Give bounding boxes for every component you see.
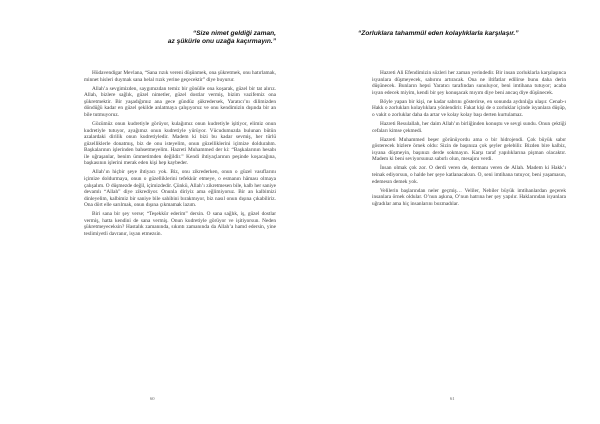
paragraph: Hüdavendigar Mevlana, “Sana rızık vereni düşünmek, ona şükretmek, onu hatırlamak, minnet hisleri duymak sana helal rızık yerine geçecektir” diye buyurur. <box>84 70 276 83</box>
right-page-heading: “Zorluklara tahammül eden kolaylıklarla karşılaşır.” <box>358 30 519 37</box>
right-page-body <box>372 70 566 210</box>
paragraph: İnsan olmak çok zor. O derdi veren de, dermanı veren de Allah. Madem ki Hakk’ı teinak ediyorsun, o halde her şeye katlanacaksın. O, seni imtihana tutuyor, beni yaşamasın, edemesın demek yok. <box>372 165 566 185</box>
paragraph: Velilerin başlarından neler geçmiş… Veliler, Nebiler büyük imtihanlardan geçerek insanlara örnek oldular. O’nun aşkına, O’nun hatrına her şey yapılır. Haklarından isyanlara uğradılar ama hiç insanlarını bozmadılar. <box>372 187 566 207</box>
paragraph: Böyle yapan bir kişi, ne kadar sabrını gösterirse, en sonunda aydınlığa ulaşır. Cenab-ı Hakk o zorlukları kolaylıklara yönlendirir. Fakat kişi de o zorluklar içinde isyanlara düşüp, o vakit o zorluklar daha da artar ve kolay kolay başı derten kurtulamaz. <box>372 98 566 118</box>
left-page-heading: “Size nimet geldiği zaman, az şükürle onu uzağa kaçırmayın.” <box>167 30 276 46</box>
paragraph: Hazreti Ali Efendimizin sözleri her zaman yerindedir. Bir insan zorluklarla karşılaşınca isyanlara düşmeyecek, sabırını artıracak. Ona ne iltifatlar edilirse bunu daha derin düşünecek. Bunların hepsi Yaratıcı tarafından sunuluyor, beni imtihana tutuyor; acaba isyan edecek miyim, kendi bir şey konuşacak mıyım diye beni ancaq diye düşünecek. <box>372 70 566 96</box>
paragraph: Hazreti Muhammed beşer görünüyordu ama o bir hidrojendi. Çok büyük sabır gösterecek bizlere örnek oldu: Sizin de başınıza çok şeyler gelebilir. Bizden bire kalbiz, isyana düşmeyin, başınızı derde sokmayın. Karşı taraf yapılıklarına pişman olacaktır. Madem ki beni seviyorsunuz sabırlı olun, mesajını verdi. <box>372 136 566 163</box>
left-page-body <box>84 70 276 240</box>
paragraph: Gözümüz onun kudretiyle görüyor, kulağımız onun kudretiyle işitiyor, elimiz onun kudretiyle tutuyor, ayağımız onun kudretiyle yürüyor. Vücudumuzda bulunan bütün azalardaki dirilik onun kudretiyledir. Madem ki bizi bu kadar sevmiş, her türlü güzelliklerle donatmış, biz de onu isteyelim, onun güzelliklerini içimize doldurahm. Başkalarının işlerinden bahsetmeyelim. Hazreti Muhammed der ki: “Başkalarının hesabı ile uğraşanlar, benim ümmetimden değildir.” Kendi ihtiyaçlarının peşinde koşacağına, başkasının işlerini merak eden kişi hep kaybeder. <box>84 121 276 167</box>
right-page <box>300 0 600 424</box>
paragraph: Biri sana bir şey verse; “Teşekkür ederim” dersin. O sana sağlık, iş, güzel dostlar vermiş, hatta kendini de sana vermiş. Onun kudretiyle görüyor ve işitiyorsun. Neden şükretmeyeceksin? Hastalık zamanında, sıkıntı zamanında da Allah’a hamd edersin, yine teslimiyetli davranır, isyan etmezsin. <box>84 211 276 237</box>
right-page-number: 61 <box>450 396 455 401</box>
paragraph: Hazreti Resulallah, her daim Allah’ın birliğinden konuştu ve sevgi sundu. Onun çektiği cefaları kimse çekmedi. <box>372 121 566 134</box>
left-page-number: 60 <box>150 396 155 401</box>
paragraph: Allah’a sevgimizden, saygımızdan temiz bir gönülle ona koşarak, güzel bir tat alırız. Allah, bizlere sağlık, güzel nimetler, güzel dostlar vermiş, bizim vazifemiz ona şükretmektir. Bir yaşadığımız ana gece gündüz şükredersek, Yaratıcı’nı dilimizden döndüğü kadar en güzel şekilde anlatmaya çalışıyoruz ve onu kendimizin dışında bir an bile tutmuyoruz. <box>84 85 276 118</box>
paragraph: Allah’ın hiçbir şeye ihtiyacı yok. Biz, onu zikrederken, onun o güzel vasıflarını içimize doldurmaya, onun o güzelliklerini tefekkür etmeye, o esmanın hâması olmaya çalışalım. O düşmezde değil, içimizdedir. Çünkü, Allah’ı zikretmesen bile, kalb her saniye devamlı “Allah” diye zikrediyor. Onunla diriyiz ama eğlimiyoruz. Bir an kalbimizi dinleyelim, kalbimiz bir saniye bile sahibini bırakmıyor, biz nasıl onun dışına çıkabiliriz. Ona dört elle sarılmak, onun dışına çıkmamak lazım. <box>84 169 276 209</box>
